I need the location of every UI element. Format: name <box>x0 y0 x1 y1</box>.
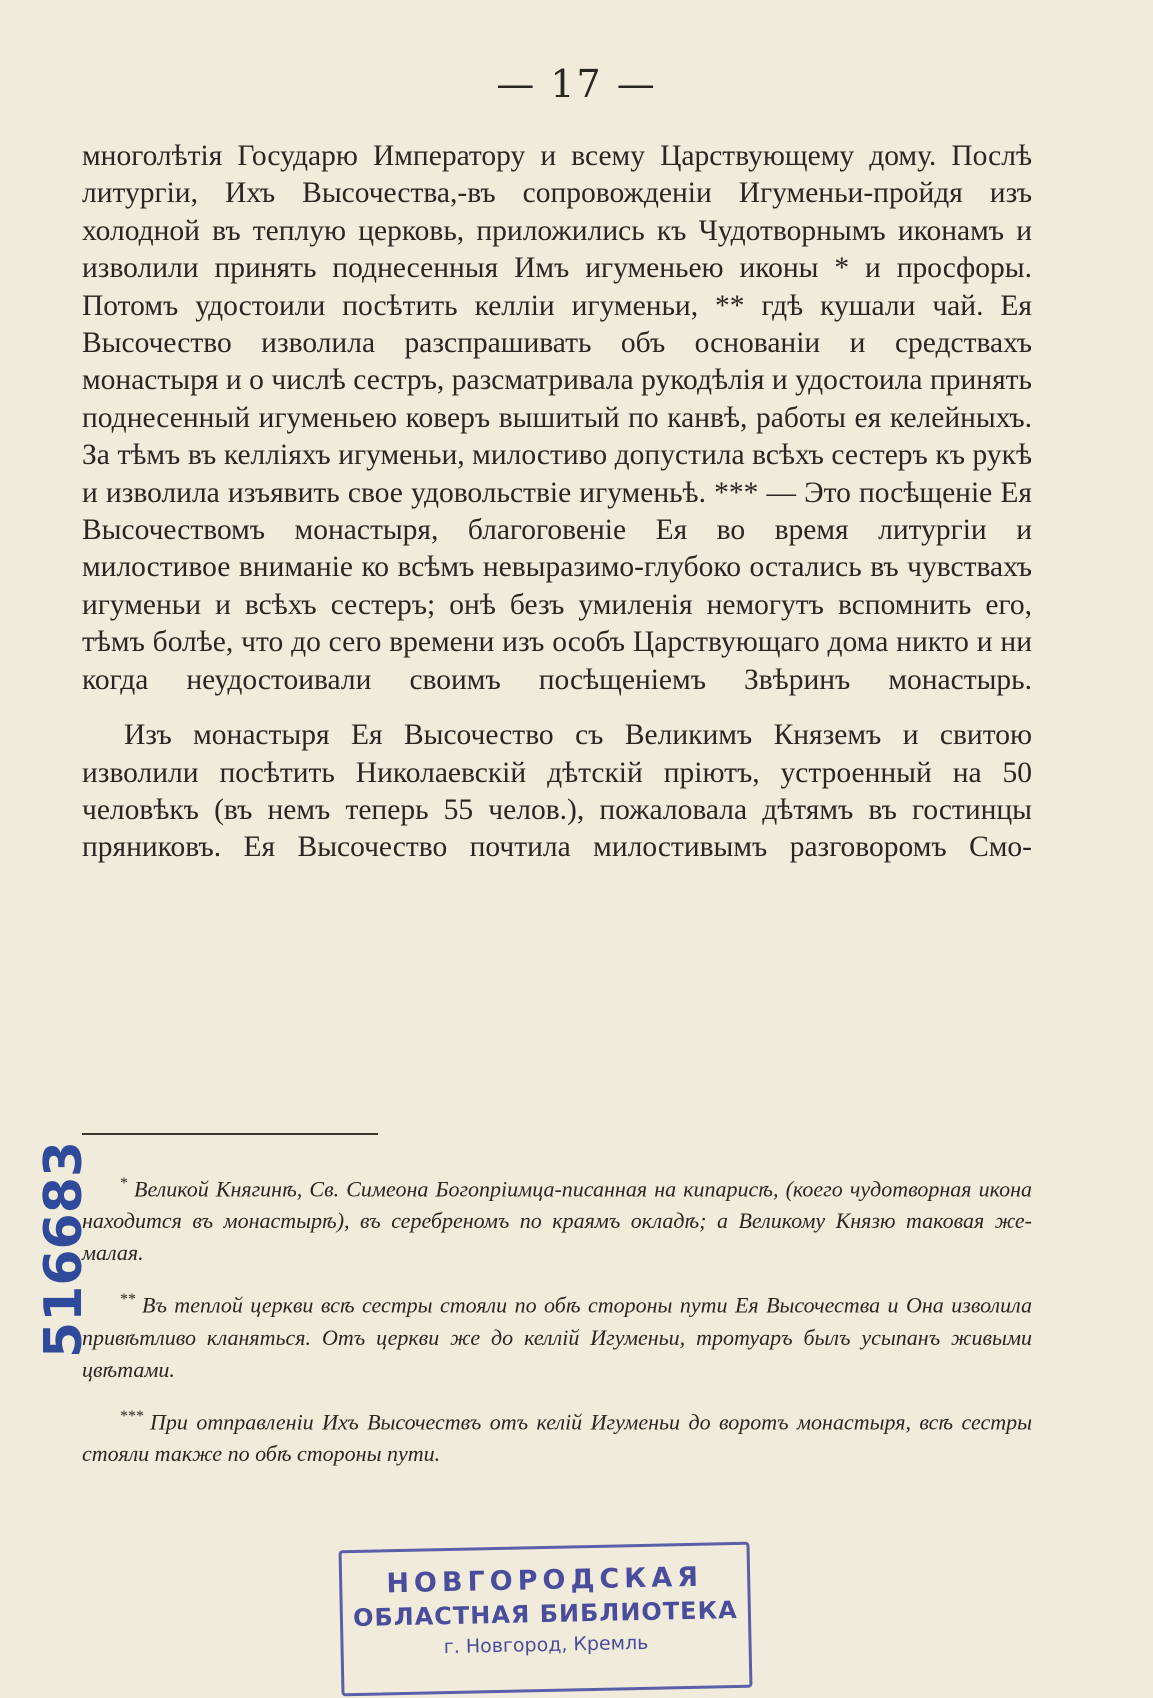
footnote-mark: *** <box>120 1407 144 1425</box>
footnote-3 <box>82 1401 1032 1470</box>
footnote-mark: * <box>120 1175 128 1192</box>
footnote-divider <box>82 1133 378 1135</box>
handwritten-inventory-number <box>10 670 94 1358</box>
main-text <box>82 138 1032 867</box>
stamp-line-3: г. Новгород, Кремль <box>443 1631 649 1659</box>
footnote-text: Въ теплой церкви всѣ сестры стояли по обѣ стороны пути Ея Высочества и Она изволила привѣтливо кланяться. Отъ церкви же до келлій Игуменьи, тротуаръ былъ усыпанъ живыми цвѣтами. <box>82 1292 1032 1382</box>
footnote-text: Великой Княгинѣ, Св. Симеона Богопріимца-писанная на кипарисѣ, (коего чудотворная икона находится въ монастырѣ), въ серебреномъ по краямъ окладѣ; а Великому Князю таковая же-малая. <box>82 1176 1032 1266</box>
footnote-1 <box>82 1168 1032 1269</box>
stamp-line-2: ОБЛАСТНАЯ БИБЛИОТЕКА <box>352 1595 739 1633</box>
paragraph-1: многолѣтія Государю Императору и всему Царствующему дому. Послѣ литургіи, Ихъ Высочества,-въ сопровожденіи Игуменьи-пройдя изъ холодной въ теплую церковь, приложились къ Чудотворнымъ иконамъ и изволили принять поднесенныя Имъ игуменьею иконы * и просфоры. Потомъ удостоили посѣтить келліи игуменьи, ** гдѣ кушали чай. Ея Высочество изволила разспрашивать объ основаніи и средствахъ монастыря и о числѣ сестръ, разсматривала рукодѣлія и удостоила принять поднесенный игуменьею коверъ вышитый по канвѣ, работы ея келейныхъ. За тѣмъ въ келліяхъ игуменьи, милостиво допустила всѣхъ сестеръ къ рукѣ и изволила изъявить свое удовольствіе игуменьѣ. *** — Это посѣщеніе Ея Высочествомъ монастыря, благоговеніе Ея во время литургіи и милостивое вниманіе ко всѣмъ невыразимо-глубоко остались въ чувствахъ игуменьи и всѣхъ сестеръ; онѣ безъ умиленія немогутъ вспомнить его, тѣмъ болѣе, что до сего времени изъ особъ Царствующаго дома никто и ни когда неудостоивали своимъ посѣщеніемъ Звѣринъ монастырь. <box>82 140 1032 696</box>
footnotes <box>82 1168 1032 1485</box>
footnote-2 <box>82 1284 1032 1385</box>
footnote-text: При отправленіи Ихъ Высочествъ отъ келій Игуменьи до воротъ монастыря, всѣ сестры стояли также по обѣ стороны пути. <box>82 1408 1032 1466</box>
page-number: — 17 — <box>496 62 657 106</box>
footnote-mark: ** <box>120 1291 136 1309</box>
inventory-number-text: 516683 <box>34 1140 94 1358</box>
stamp-line-1: НОВГОРОДСКАЯ <box>386 1561 704 1600</box>
library-stamp <box>339 1542 753 1697</box>
paragraph-2: Изъ монастыря Ея Высочество съ Великимъ Княземъ и свитою изволили посѣтить Николаевскій дѣтскій пріютъ, устроенный на 50 человѣкъ (въ немъ теперь 55 челов.), пожаловала дѣтямъ въ гостинцы пряниковъ. Ея Высочество почтила милостивымъ разговоромъ Смо- <box>82 719 1032 864</box>
